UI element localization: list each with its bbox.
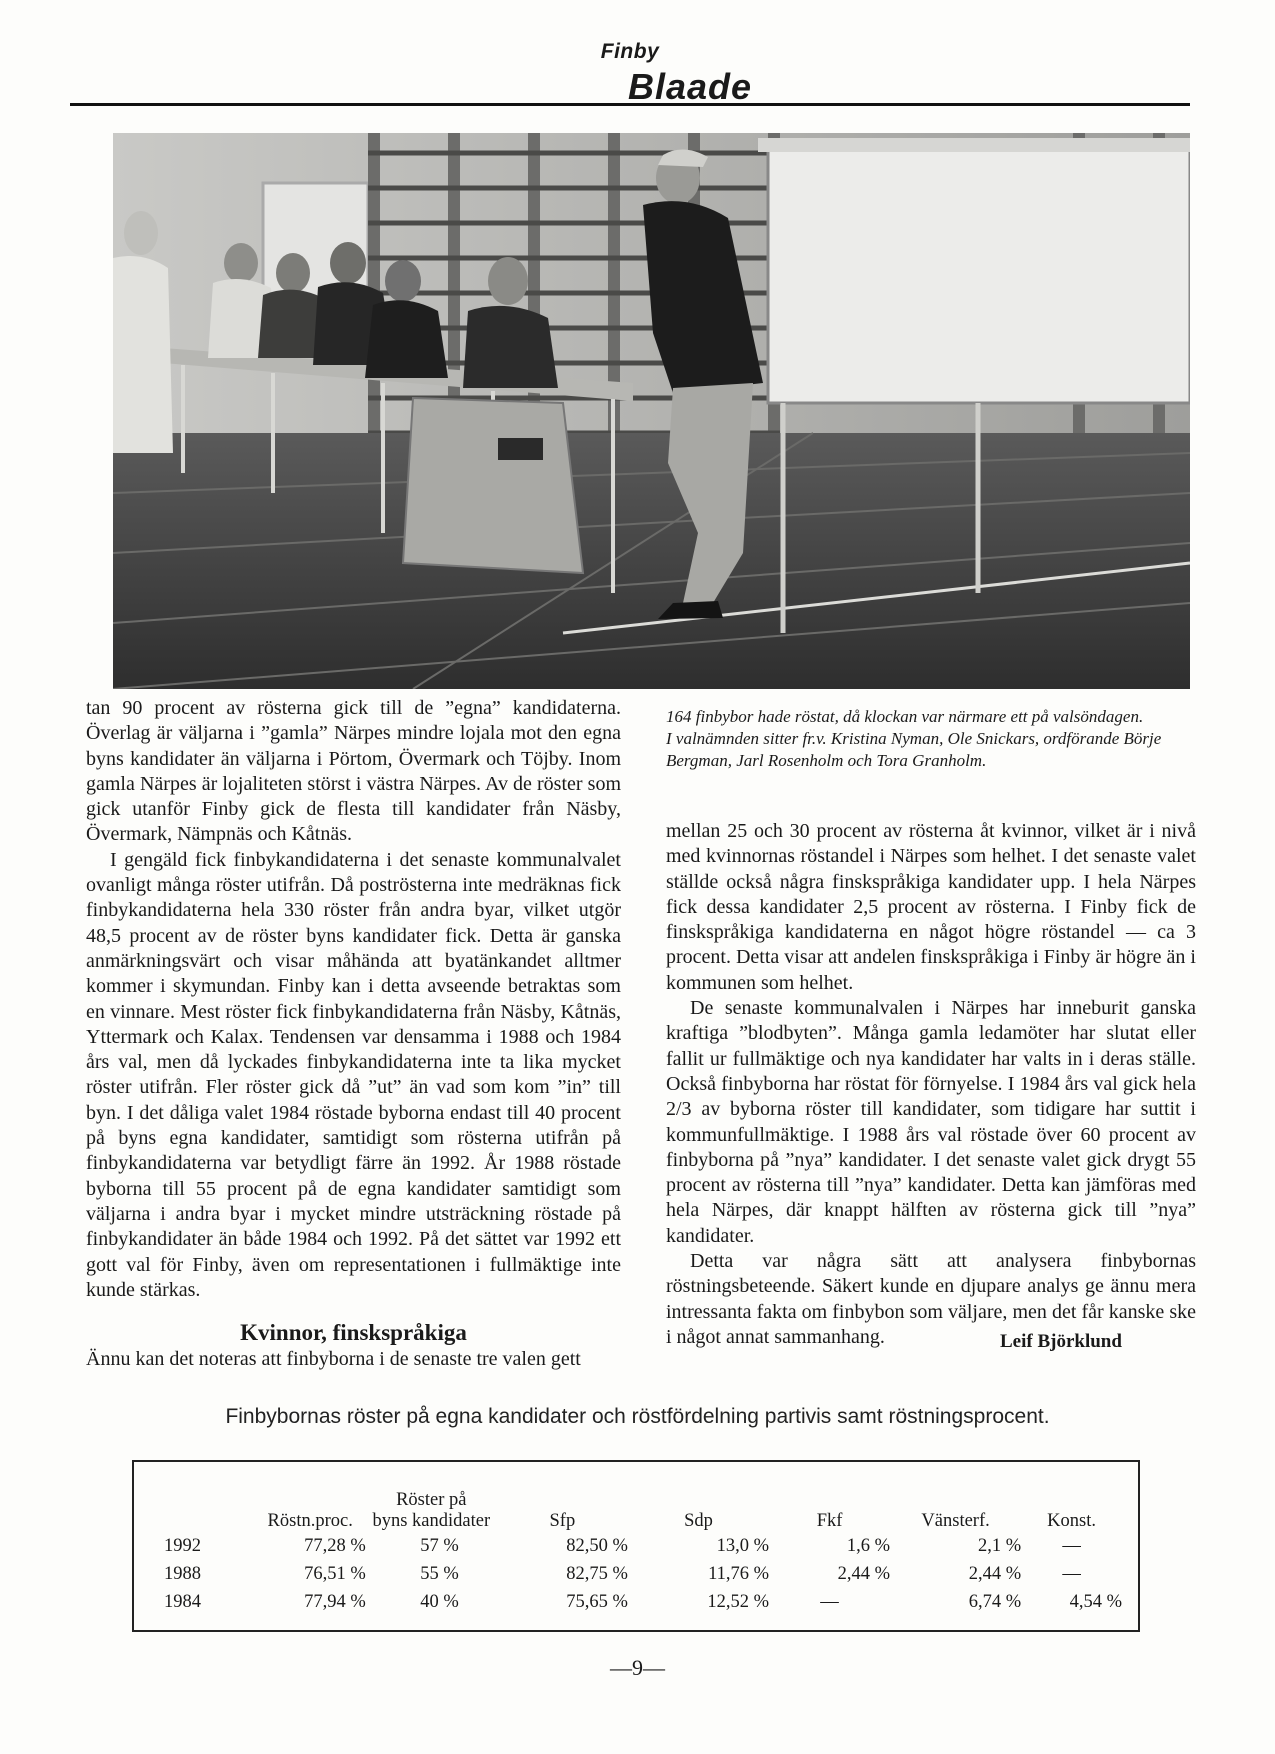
table-header-row (152, 1490, 1122, 1532)
cell-sfp: 75,65 % (566, 1591, 628, 1612)
header-vanster: Vänsterf. (921, 1511, 990, 1531)
cell-roster: 57 % (420, 1535, 459, 1556)
cell-fkf: 1,6 % (846, 1535, 891, 1556)
header-fkf: Fkf (816, 1511, 843, 1531)
cell-konst: — (1062, 1563, 1081, 1584)
cell-roster: 40 % (420, 1591, 459, 1612)
cell-fkf: 2,44 % (837, 1563, 891, 1584)
header-roster-bottom: byns kandidater (372, 1511, 491, 1531)
cell-konst: — (1062, 1535, 1081, 1556)
caption-line-1: 164 finbybor hade röstat, då klockan var närmare ett på valsöndagen. (666, 707, 1144, 726)
table-row (152, 1532, 1122, 1560)
paragraph: I gengäld fick finbykandidaterna i det senaste kommunalvalet ovanligt många röster utifrån. Då poströsterna inte medräknas fick finbykandidaterna hela 330 röster från andra byar, vilket utgör 48,5 procent av de röster byns kandidater fick. Detta är ganska anmärkningsvärt och visar måhända att byatänkandet alltmer kommer i skymundan. Finby kan i detta avseende betraktas som en vinnare. Mest röster fick finbykandidaterna från Näsby, Kåtnäs, Yttermark och Kalax. Tendensen var densamma i 1988 och 1984 års val, men då lyckades finbykandidaterna inte ta lika mycket röster utifrån. Fler röster gick då ”ut” än vad som kom ”in” till byn. I det dåliga valet 1984 röstade byborna endast till 40 procent på byns egna kandidater, samtidigt som rösterna utifrån på finbykandidaterna var betydligt färre än 1992. År 1988 röstade byborna till 55 procent på de egna kandidater samtidigt som väljarna i andra byar i mycket mindre utsträckning röstade på finbykandidater än både 1984 och 1992. På det sättet var 1992 ett gott val för Finby, även om representationen i fullmäktige inte kunde stärkas. (86, 848, 621, 1301)
table-row (152, 1588, 1122, 1616)
cell-year: 1988 (164, 1563, 201, 1584)
results-table (152, 1490, 1122, 1616)
masthead (70, 30, 1190, 106)
paragraph: Detta var några sätt att analysera finbybornas röstningsbeteende. Säkert kunde en djupare analys ge ännu mera intressanta fakta om finbybon som väljare, men det får kanske ske i något annat sammanhang. (666, 1250, 1196, 1348)
header-year (152, 1490, 235, 1532)
page-number: —9— (610, 1655, 665, 1680)
cell-sfp: 82,75 % (566, 1563, 628, 1584)
cell-rostn: 76,51 % (304, 1563, 366, 1584)
header-sfp: Sfp (549, 1511, 576, 1531)
cell-sfp: 82,50 % (566, 1535, 628, 1556)
cell-roster: 55 % (420, 1563, 459, 1584)
cell-rostn: 77,28 % (304, 1535, 366, 1556)
cell-year: 1992 (164, 1535, 201, 1556)
cell-fkf: — (820, 1591, 839, 1612)
caption-line-2: I valnämnden sitter fr.v. Kristina Nyman, Ole Snickars, ordförande Börje Bergman, Jarl Rosenholm och Tora Granholm. (666, 729, 1162, 770)
cell-sdp: 11,76 % (708, 1563, 770, 1584)
right-column (666, 819, 1196, 1350)
header-rostn: Röstn.proc. (267, 1511, 353, 1531)
cell-vanster: 2,44 % (968, 1563, 1022, 1584)
cell-year: 1984 (164, 1591, 201, 1612)
paragraph: Ännu kan det noteras att finbyborna i de senaste tre valen gett (86, 1348, 581, 1371)
table-row (152, 1560, 1122, 1588)
masthead-rule (70, 103, 1190, 106)
paragraph: tan 90 procent av rösterna gick till de ”egna” kandidaterna. Överlag är väljarna i ”gamla” Närpes mindre lojala mot den egna byns kandidater än väljarna i Pörtom, Övermark och Töjby. Inom gamla Närpes är lojaliteten störst i västra Närpes. Av de röster som gick utanför Finby gick de flesta till kandidater från Näsby, Övermark, Nämpnäs och Kåtnäs. (86, 697, 621, 846)
cell-sdp: 12,52 % (707, 1591, 770, 1612)
cell-sdp: 13,0 % (716, 1535, 770, 1556)
header-konst: Konst. (1047, 1511, 1096, 1531)
paragraph: mellan 25 och 30 procent av rösterna åt kvinnor, vilket är i nivå med kvinnornas röstandel i Närpes som helhet. I det senaste valet ställde också några finskspråkiga kandidater upp. I hela Närpes fick dessa kandidater 2,5 procent av rösterna. I Finby fick de finskspråkiga kandidaterna en något högre röstandel — ca 3 procent. Detta visar att andelen finskspråkiga i Finby är högre än i kommunen som helhet. (666, 820, 1196, 994)
subheading: Kvinnor, finskspråkiga (240, 1320, 467, 1346)
header-roster-top: Röster på (396, 1490, 467, 1510)
photo-caption (666, 706, 1206, 772)
photo-illustration (113, 133, 1190, 689)
results-table-box (132, 1460, 1140, 1632)
masthead-top: Finby (600, 40, 660, 63)
paragraph: De senaste kommunalvalen i Närpes har inneburit ganska kraftiga ”blodbyten”. Många gamla ledamöter har slutat eller fallit ur fullmäktige och nya kandidater har valts in i deras ställe. Också finbyborna har röstat för förnyelse. I 1984 års val gick hela 2/3 av byborna röster till kandidater, som tidigare har suttit i kommunfullmäktige. I 1988 års val röstade över 60 procent av finbyborna på ”nya” kandidater. I det senaste valet gick drygt 55 procent av rösterna till ”nya” kandidater. Detta kan jämföras med hela Närpes, där knappt hälften av rösterna gick till ”nya” kandidater. (666, 997, 1196, 1247)
masthead-title: Blaade (627, 66, 753, 107)
cell-vanster: 2,1 % (977, 1535, 1022, 1556)
cell-vanster: 6,74 % (968, 1591, 1022, 1612)
left-column (86, 696, 621, 1372)
header-sdp: Sdp (684, 1511, 713, 1531)
author-signature: Leif Björklund (1000, 1331, 1122, 1352)
photo (113, 133, 1190, 689)
cell-rostn: 77,94 % (304, 1591, 366, 1612)
table-title: Finbybornas röster på egna kandidater och röstfördelning partivis samt röstningsprocent. (225, 1405, 1050, 1428)
cell-konst: 4,54 % (1069, 1591, 1122, 1612)
header-roster (366, 1490, 497, 1532)
